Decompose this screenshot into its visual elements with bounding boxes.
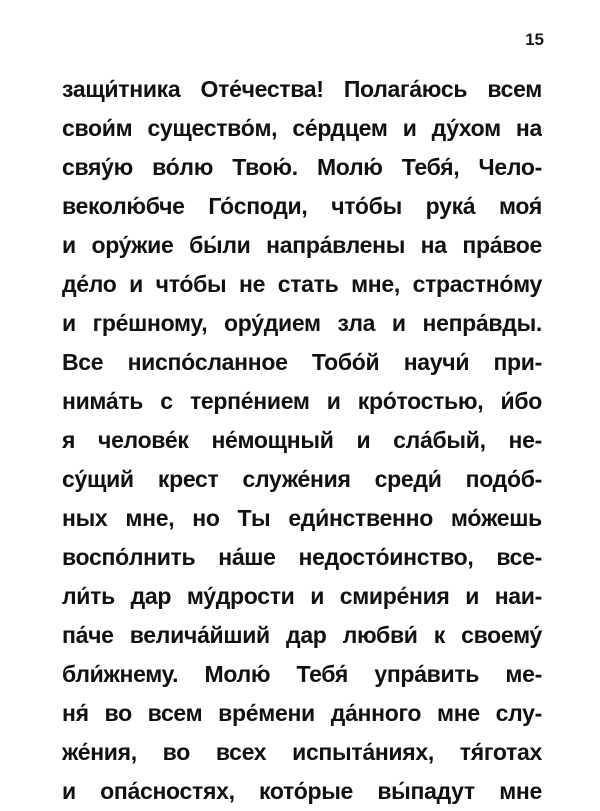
text-line: ных мне, но Ты еди́нственно мо́жешь [62, 505, 542, 531]
text-line: бли́жнему. Молю́ Тебя́ упра́вить ме- [62, 661, 542, 687]
text-line: ли́ть дар му́дрости и смире́ния и наи- [62, 583, 542, 609]
text-line: де́ло и что́бы не стать мне, страстно́му [62, 271, 542, 297]
text-line: свои́м существо́м, се́рдцем и ду́хом на [62, 115, 542, 141]
text-line: ня́ во всем вре́мени да́нного мне слу- [62, 700, 542, 726]
text-line: и опа́сностях, кото́рые вы́падут мне [62, 778, 542, 804]
text-line: и ору́жие бы́ли напра́влены на пра́вое [62, 232, 542, 258]
text-line: свяу́ю во́лю Твою́. Молю́ Тебя́, Чело- [62, 154, 542, 180]
prayer-text [62, 70, 542, 811]
text-line: па́че велича́йший дар любви́ к своему́ [62, 622, 542, 648]
text-line: нима́ть с терпе́нием и кро́тостью, и́бо [62, 388, 542, 414]
text-line: же́ния, во всех испыта́ниях, тя́готах [62, 739, 542, 765]
text-line: су́щий крест служе́ния среди́ подо́б- [62, 466, 542, 492]
text-line: защи́тника Оте́чества! Полага́юсь всем [62, 76, 542, 102]
text-line: веколю́бче Го́споди, что́бы рука́ моя́ [62, 193, 542, 219]
page-number: 15 [525, 30, 544, 49]
text-line: и гре́шному, ору́дием зла и непра́вды. [62, 310, 542, 336]
text-line: Все ниспо́сланное Тобо́й научи́ при- [62, 349, 542, 375]
text-line: воспо́лнить на́ше недосто́инство, все- [62, 544, 542, 570]
text-line: я челове́к не́мощный и сла́бый, не- [62, 427, 542, 453]
